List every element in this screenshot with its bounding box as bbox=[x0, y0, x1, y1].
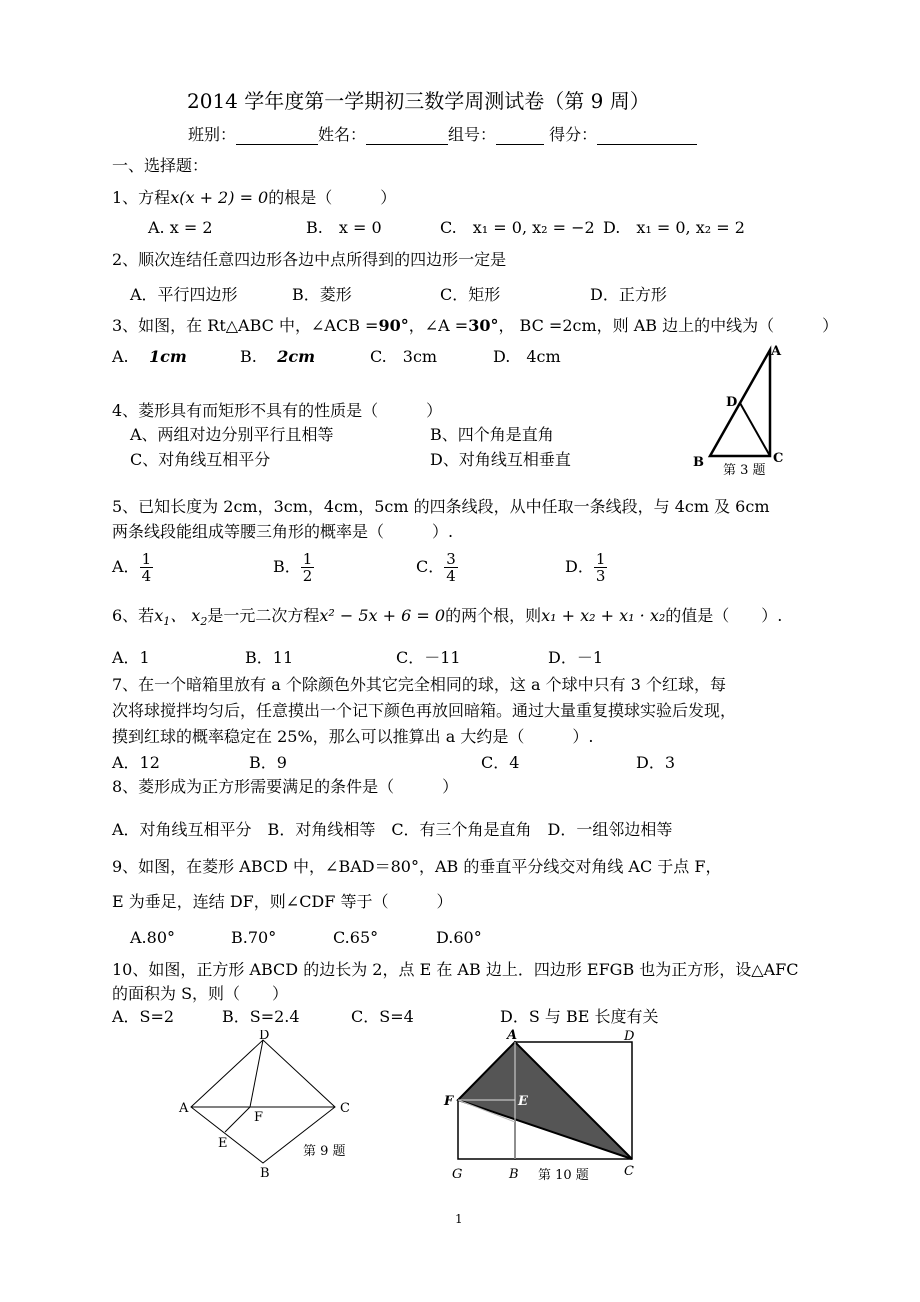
q10-option-c[interactable]: C．S=4 bbox=[351, 1007, 414, 1026]
score-label: 得分： bbox=[549, 125, 598, 144]
fig9-label-d: D bbox=[259, 1030, 270, 1043]
q2-option-a[interactable]: A．平行四边形 bbox=[130, 285, 238, 304]
q5-a-den: 4 bbox=[141, 567, 152, 585]
fig3-median bbox=[740, 403, 770, 456]
group-label: 组号： bbox=[448, 125, 497, 144]
q7-option-c[interactable]: C．4 bbox=[481, 753, 520, 772]
q1-equation: x(x + 2) = 0 bbox=[170, 188, 269, 207]
group-blank[interactable] bbox=[496, 126, 544, 145]
class-label: 班别： bbox=[188, 125, 237, 144]
q1-option-c[interactable]: C. x₁ = 0, x₂ = −2 bbox=[440, 218, 595, 237]
q6-expression: x₁ + x₂ + x₁ · x₂ bbox=[541, 606, 666, 625]
q5-d-label: D． bbox=[565, 557, 594, 576]
fig3-label-d: D bbox=[726, 395, 738, 410]
q2-option-d[interactable]: D．正方形 bbox=[590, 285, 667, 304]
q3-text-a: 3、如图，在 Rt△ABC 中，∠ACB = bbox=[112, 316, 379, 335]
q5-b-label: B． bbox=[273, 557, 301, 576]
q5-b-den: 2 bbox=[302, 567, 313, 585]
q3-text-b: ，∠A = bbox=[408, 316, 469, 335]
page-title: 2014 学年度第一学期初三数学周测试卷（第 9 周） bbox=[187, 89, 650, 113]
q7-option-d[interactable]: D．3 bbox=[636, 753, 676, 772]
q5-stem-line1: 5、已知长度为 2cm，3cm，4cm，5cm 的四条线段，从中任取一条线段，与 4cm 及 6cm bbox=[112, 497, 770, 516]
score-blank[interactable] bbox=[597, 126, 697, 145]
name-label: 姓名： bbox=[318, 125, 367, 144]
q3-b-label: B. bbox=[240, 347, 257, 366]
fig3-caption: 第 3 题 bbox=[723, 463, 766, 478]
q1-suffix: 的根是（ ） bbox=[268, 188, 397, 207]
fig9-label-c: C bbox=[340, 1101, 350, 1116]
q9-option-d[interactable]: D.60° bbox=[436, 928, 482, 947]
section-heading: 一、选择题： bbox=[112, 156, 209, 175]
q2-option-c[interactable]: C．矩形 bbox=[440, 285, 501, 304]
q6-prefix: 6、若 bbox=[112, 606, 155, 625]
q6-option-a[interactable]: A．1 bbox=[112, 648, 150, 667]
q4-option-c[interactable]: C、对角线互相平分 bbox=[130, 450, 271, 469]
fig9-perp-bisector bbox=[225, 1107, 250, 1132]
q5-b-num: 1 bbox=[302, 550, 313, 568]
q3-b-value: 2cm bbox=[277, 347, 315, 366]
class-blank[interactable] bbox=[236, 126, 318, 145]
q10-option-d[interactable]: D．S 与 BE 长度有关 bbox=[500, 1007, 659, 1026]
q3-a-label: A. bbox=[112, 347, 129, 366]
q6-option-c[interactable]: C．－11 bbox=[396, 648, 461, 667]
q5-d-den: 3 bbox=[595, 567, 606, 585]
fig10-label-c: C bbox=[624, 1164, 634, 1179]
q5-a-label: A． bbox=[112, 557, 140, 576]
q5-option-d[interactable] bbox=[565, 547, 607, 587]
q1-option-b[interactable]: B. x = 0 bbox=[306, 218, 382, 237]
figure-3 bbox=[690, 338, 800, 478]
q5-c-num: 3 bbox=[446, 550, 456, 568]
q1-prefix: 1、方程 bbox=[112, 188, 171, 207]
q4-option-d[interactable]: D、对角线互相垂直 bbox=[430, 450, 571, 469]
q5-b-fraction bbox=[301, 551, 315, 584]
q2-option-b[interactable]: B．菱形 bbox=[292, 285, 352, 304]
fig10-label-g: G bbox=[452, 1167, 463, 1182]
fig10-label-f: F bbox=[444, 1094, 454, 1109]
q7-stem-line1: 7、在一个暗箱里放有 a 个除颜色外其它完全相同的球，这 a 个球中只有 3 个红球，每 bbox=[112, 675, 726, 694]
q1-stem bbox=[112, 188, 396, 208]
q9-stem-line1: 9、如图，在菱形 ABCD 中，∠BAD＝80°，AB 的垂直平分线交对角线 AC 于点 F， bbox=[112, 857, 722, 876]
q4-option-b[interactable]: B、四个角是直角 bbox=[430, 425, 554, 444]
fig9-label-f: F bbox=[254, 1110, 264, 1125]
q3-option-a[interactable] bbox=[112, 347, 187, 367]
fig3-label-a: A bbox=[771, 344, 782, 359]
q1-option-d[interactable]: D. x₁ = 0, x₂ = 2 bbox=[603, 218, 745, 237]
q5-option-a[interactable] bbox=[112, 547, 153, 587]
q3-stem bbox=[112, 316, 838, 336]
name-blank[interactable] bbox=[366, 126, 448, 145]
q6-suffix2: 的值是（ ）. bbox=[665, 606, 783, 625]
q9-option-a[interactable]: A.80° bbox=[130, 928, 175, 947]
figure-9 bbox=[170, 1030, 370, 1185]
q7-option-b[interactable]: B．9 bbox=[249, 753, 287, 772]
fig9-caption: 第 9 题 bbox=[303, 1144, 346, 1159]
fig9-label-b: B bbox=[260, 1166, 270, 1181]
q4-option-a[interactable]: A、两组对边分别平行且相等 bbox=[130, 425, 334, 444]
fig10-label-b: B bbox=[509, 1167, 519, 1182]
fig10-label-e: E bbox=[518, 1094, 528, 1109]
fig10-caption: 第 10 题 bbox=[538, 1168, 589, 1183]
q3-option-b[interactable] bbox=[240, 347, 315, 367]
fig10-label-d: D bbox=[624, 1029, 635, 1044]
q8-stem: 8、菱形成为正方形需要满足的条件是（ ） bbox=[112, 777, 459, 796]
q10-stem-line2: 的面积为 S，则（ ） bbox=[112, 984, 289, 1003]
q6-suffix1: 的两个根，则 bbox=[445, 606, 542, 625]
q2-stem: 2、顺次连结任意四边形各边中点所得到的四边形一定是 bbox=[112, 250, 507, 269]
q5-stem-line2: 两条线段能组成等腰三角形的概率是（ ）. bbox=[112, 522, 454, 541]
q3-option-d[interactable]: D. 4cm bbox=[493, 347, 561, 366]
q8-options[interactable]: A．对角线互相平分 B．对角线相等 C．有三个角是直角 D．一组邻边相等 bbox=[112, 820, 673, 839]
q7-stem-line3: 摸到红球的概率稳定在 25%，那么可以推算出 a 大约是（ ）. bbox=[112, 727, 594, 746]
fig9-label-a: A bbox=[179, 1101, 189, 1116]
q3-text-c: ， BC =2cm，则 AB 边上的中线为（ ） bbox=[498, 316, 839, 335]
q5-option-b[interactable] bbox=[273, 547, 314, 587]
q3-angle-a: 30° bbox=[468, 316, 499, 335]
q6-equation: x² − 5x + 6 = 0 bbox=[319, 606, 446, 625]
q10-option-a[interactable]: A．S=2 bbox=[112, 1007, 175, 1026]
q5-c-label: C． bbox=[416, 557, 445, 576]
figure-10 bbox=[440, 1022, 655, 1190]
q9-option-b[interactable]: B.70° bbox=[231, 928, 277, 947]
q10-stem-line1: 10、如图，正方形 ABCD 的边长为 2，点 E 在 AB 边上．四边形 EFGB 也为正方形，设△AFC bbox=[112, 960, 799, 979]
q6-mid: 是一元二次方程 bbox=[207, 606, 320, 625]
q9-stem-line2: E 为垂足，连结 DF，则∠CDF 等于（ ） bbox=[112, 892, 453, 911]
q3-option-c[interactable]: C. 3cm bbox=[370, 347, 438, 366]
q5-a-fraction bbox=[140, 551, 154, 584]
fig9-label-e: E bbox=[218, 1136, 228, 1151]
q5-option-c[interactable] bbox=[416, 547, 458, 587]
q10-option-b[interactable]: B．S=2.4 bbox=[222, 1007, 300, 1026]
fig3-label-c: C bbox=[773, 451, 784, 466]
q4-stem: 4、菱形具有而矩形不具有的性质是（ ） bbox=[112, 401, 443, 420]
q5-d-fraction bbox=[594, 551, 608, 584]
q5-c-den: 4 bbox=[446, 567, 456, 585]
q6-option-d[interactable]: D．－1 bbox=[548, 648, 604, 667]
fig3-label-b: B bbox=[693, 455, 704, 470]
fig10-label-a: A bbox=[507, 1028, 518, 1043]
q9-option-c[interactable]: C.65° bbox=[333, 928, 379, 947]
q7-stem-line2: 次将球搅拌均匀后，任意摸出一个记下颜色再放回暗箱。通过大量重复摸球实验后发现， bbox=[112, 701, 737, 720]
q3-angle-acb: 90° bbox=[378, 316, 409, 335]
q6-roots: $x_1$、 $x_2$ bbox=[154, 606, 208, 629]
q1-option-a[interactable]: A. x = 2 bbox=[148, 218, 213, 237]
q5-c-fraction bbox=[444, 551, 458, 584]
q7-option-a[interactable]: A．12 bbox=[112, 753, 160, 772]
q6-option-b[interactable]: B．11 bbox=[245, 648, 294, 667]
q5-a-num: 1 bbox=[141, 550, 152, 568]
page-number: 1 bbox=[455, 1212, 463, 1226]
info-row bbox=[188, 125, 697, 145]
q3-a-value: 1cm bbox=[148, 347, 187, 366]
q5-d-num: 1 bbox=[595, 550, 606, 568]
q6-stem bbox=[112, 606, 782, 632]
